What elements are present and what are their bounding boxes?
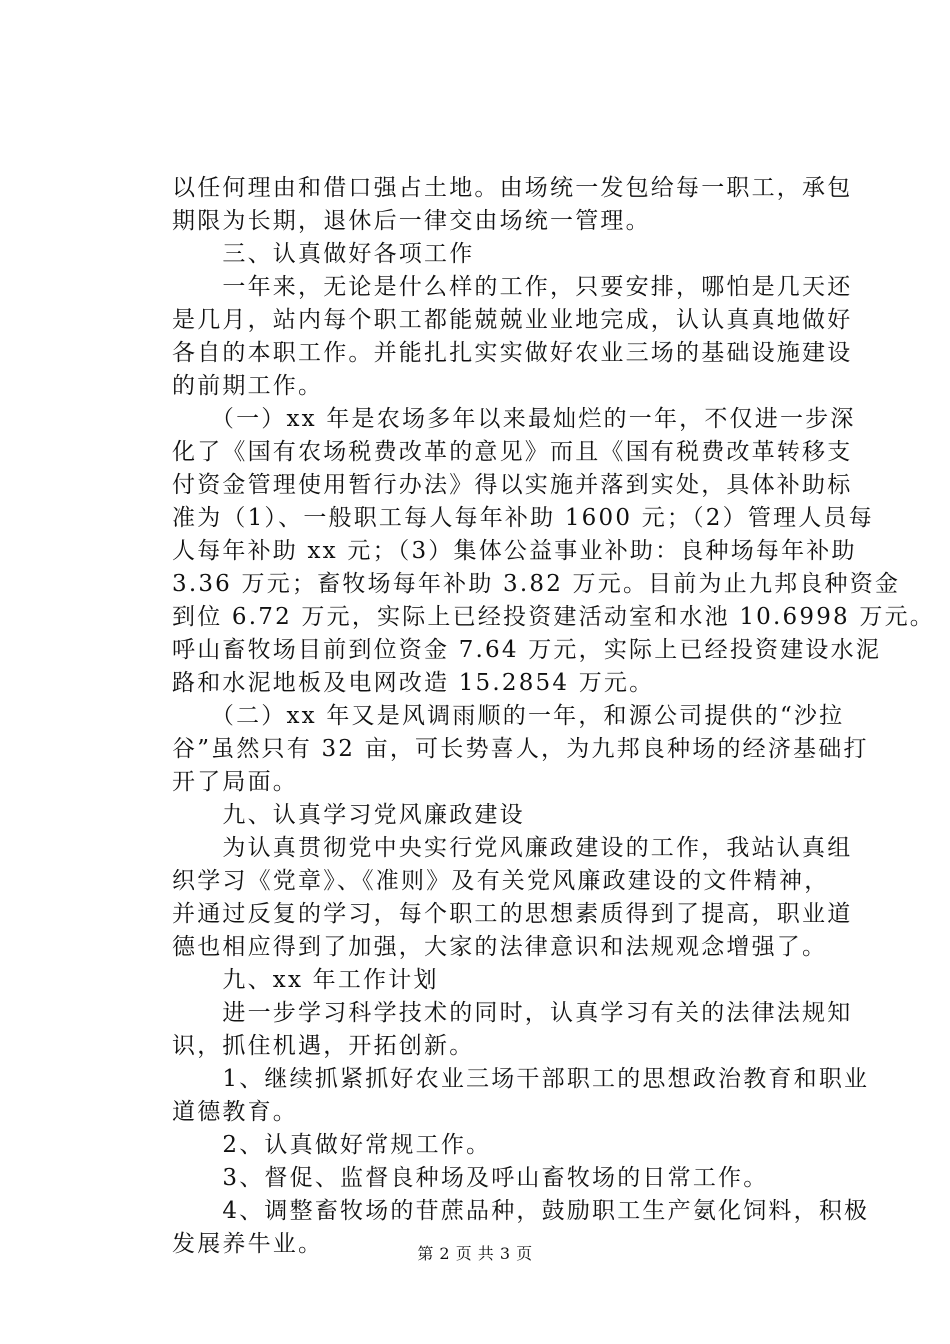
text-line: 以任何理由和借口强占土地。由场统一发包给每一职工，承包 <box>172 175 853 201</box>
list-item: 2、认真做好常规工作。 <box>172 1132 492 1158</box>
text-line: 识，抓住机遇，开拓创新。 <box>172 1033 475 1059</box>
text-line: 道德教育。 <box>172 1099 298 1125</box>
text-line: 期限为长期，退休后一律交由场统一管理。 <box>172 208 651 234</box>
text-line: 发展养牛业。 <box>172 1231 324 1257</box>
text-line: （一）xx 年是农场多年以来最灿烂的一年，不仅进一步深 <box>172 406 856 432</box>
text-line: 一年来，无论是什么样的工作，只要安排，哪怕是几天还 <box>172 274 853 300</box>
text-line: 付资金管理使用暂行办法》得以实施并落到实处，具体补助标 <box>172 472 853 498</box>
text-line: 开了局面。 <box>172 769 298 795</box>
text-line: 准为（1）、一般职工每人每年补助 1600 元；（2）管理人员每 <box>172 505 874 531</box>
section-heading: 三、认真做好各项工作 <box>172 241 475 267</box>
list-item: 3、督促、监督良种场及呼山畜牧场的日常工作。 <box>172 1165 769 1191</box>
list-item: 4、调整畜牧场的苷蔗品种，鼓励职工生产氨化饲料，积极 <box>172 1198 870 1224</box>
text-line: 是几月，站内每个职工都能兢兢业业地完成，认认真真地做好 <box>172 307 853 333</box>
text-line: 进一步学习科学技术的同时，认真学习有关的法律法规知 <box>172 1000 853 1026</box>
text-line: 3.36 万元；畜牧场每年补助 3.82 万元。目前为止九邦良种资金 <box>172 571 901 597</box>
text-line: 化了《国有农场税费改革的意见》而且《国有税费改革转移支 <box>172 439 853 465</box>
text-line: 呼山畜牧场目前到位资金 7.64 万元，实际上已经投资建设水泥 <box>172 637 882 663</box>
text-line: 织学习《党章》、《准则》及有关党风廉政建设的文件精神， <box>172 868 830 894</box>
section-heading: 九、认真学习党风廉政建设 <box>172 802 525 828</box>
text-line: （二）xx 年又是风调雨顺的一年，和源公司提供的“沙拉 <box>172 703 845 729</box>
list-item: 1、继续抓紧抓好农业三场干部职工的思想政治教育和职业 <box>172 1066 870 1092</box>
text-line: 谷”虽然只有 32 亩，可长势喜人，为九邦良种场的经济基础打 <box>172 736 869 762</box>
text-line: 德也相应得到了加强，大家的法律意识和法规观念增强了。 <box>172 934 828 960</box>
text-line: 为认真贯彻党中央实行党风廉政建设的工作，我站认真组 <box>172 835 853 861</box>
text-line: 路和水泥地板及电网改造 15.2854 万元。 <box>172 670 655 696</box>
text-line: 人每年补助 xx 元；（3）集体公益事业补助：良种场每年补助 <box>172 538 857 564</box>
text-line: 的前期工作。 <box>172 373 324 399</box>
section-heading: 九、xx 年工作计划 <box>172 967 439 993</box>
text-line: 并通过反复的学习，每个职工的思想素质得到了提高，职业道 <box>172 901 853 927</box>
document-body <box>172 172 935 1261</box>
page-footer: 第 2 页 共 3 页 <box>417 1244 533 1263</box>
text-line: 各自的本职工作。并能扎扎实实做好农业三场的基础设施建设 <box>172 340 853 366</box>
text-line: 到位 6.72 万元，实际上已经投资建活动室和水池 10.6998 万元。 <box>172 604 935 630</box>
